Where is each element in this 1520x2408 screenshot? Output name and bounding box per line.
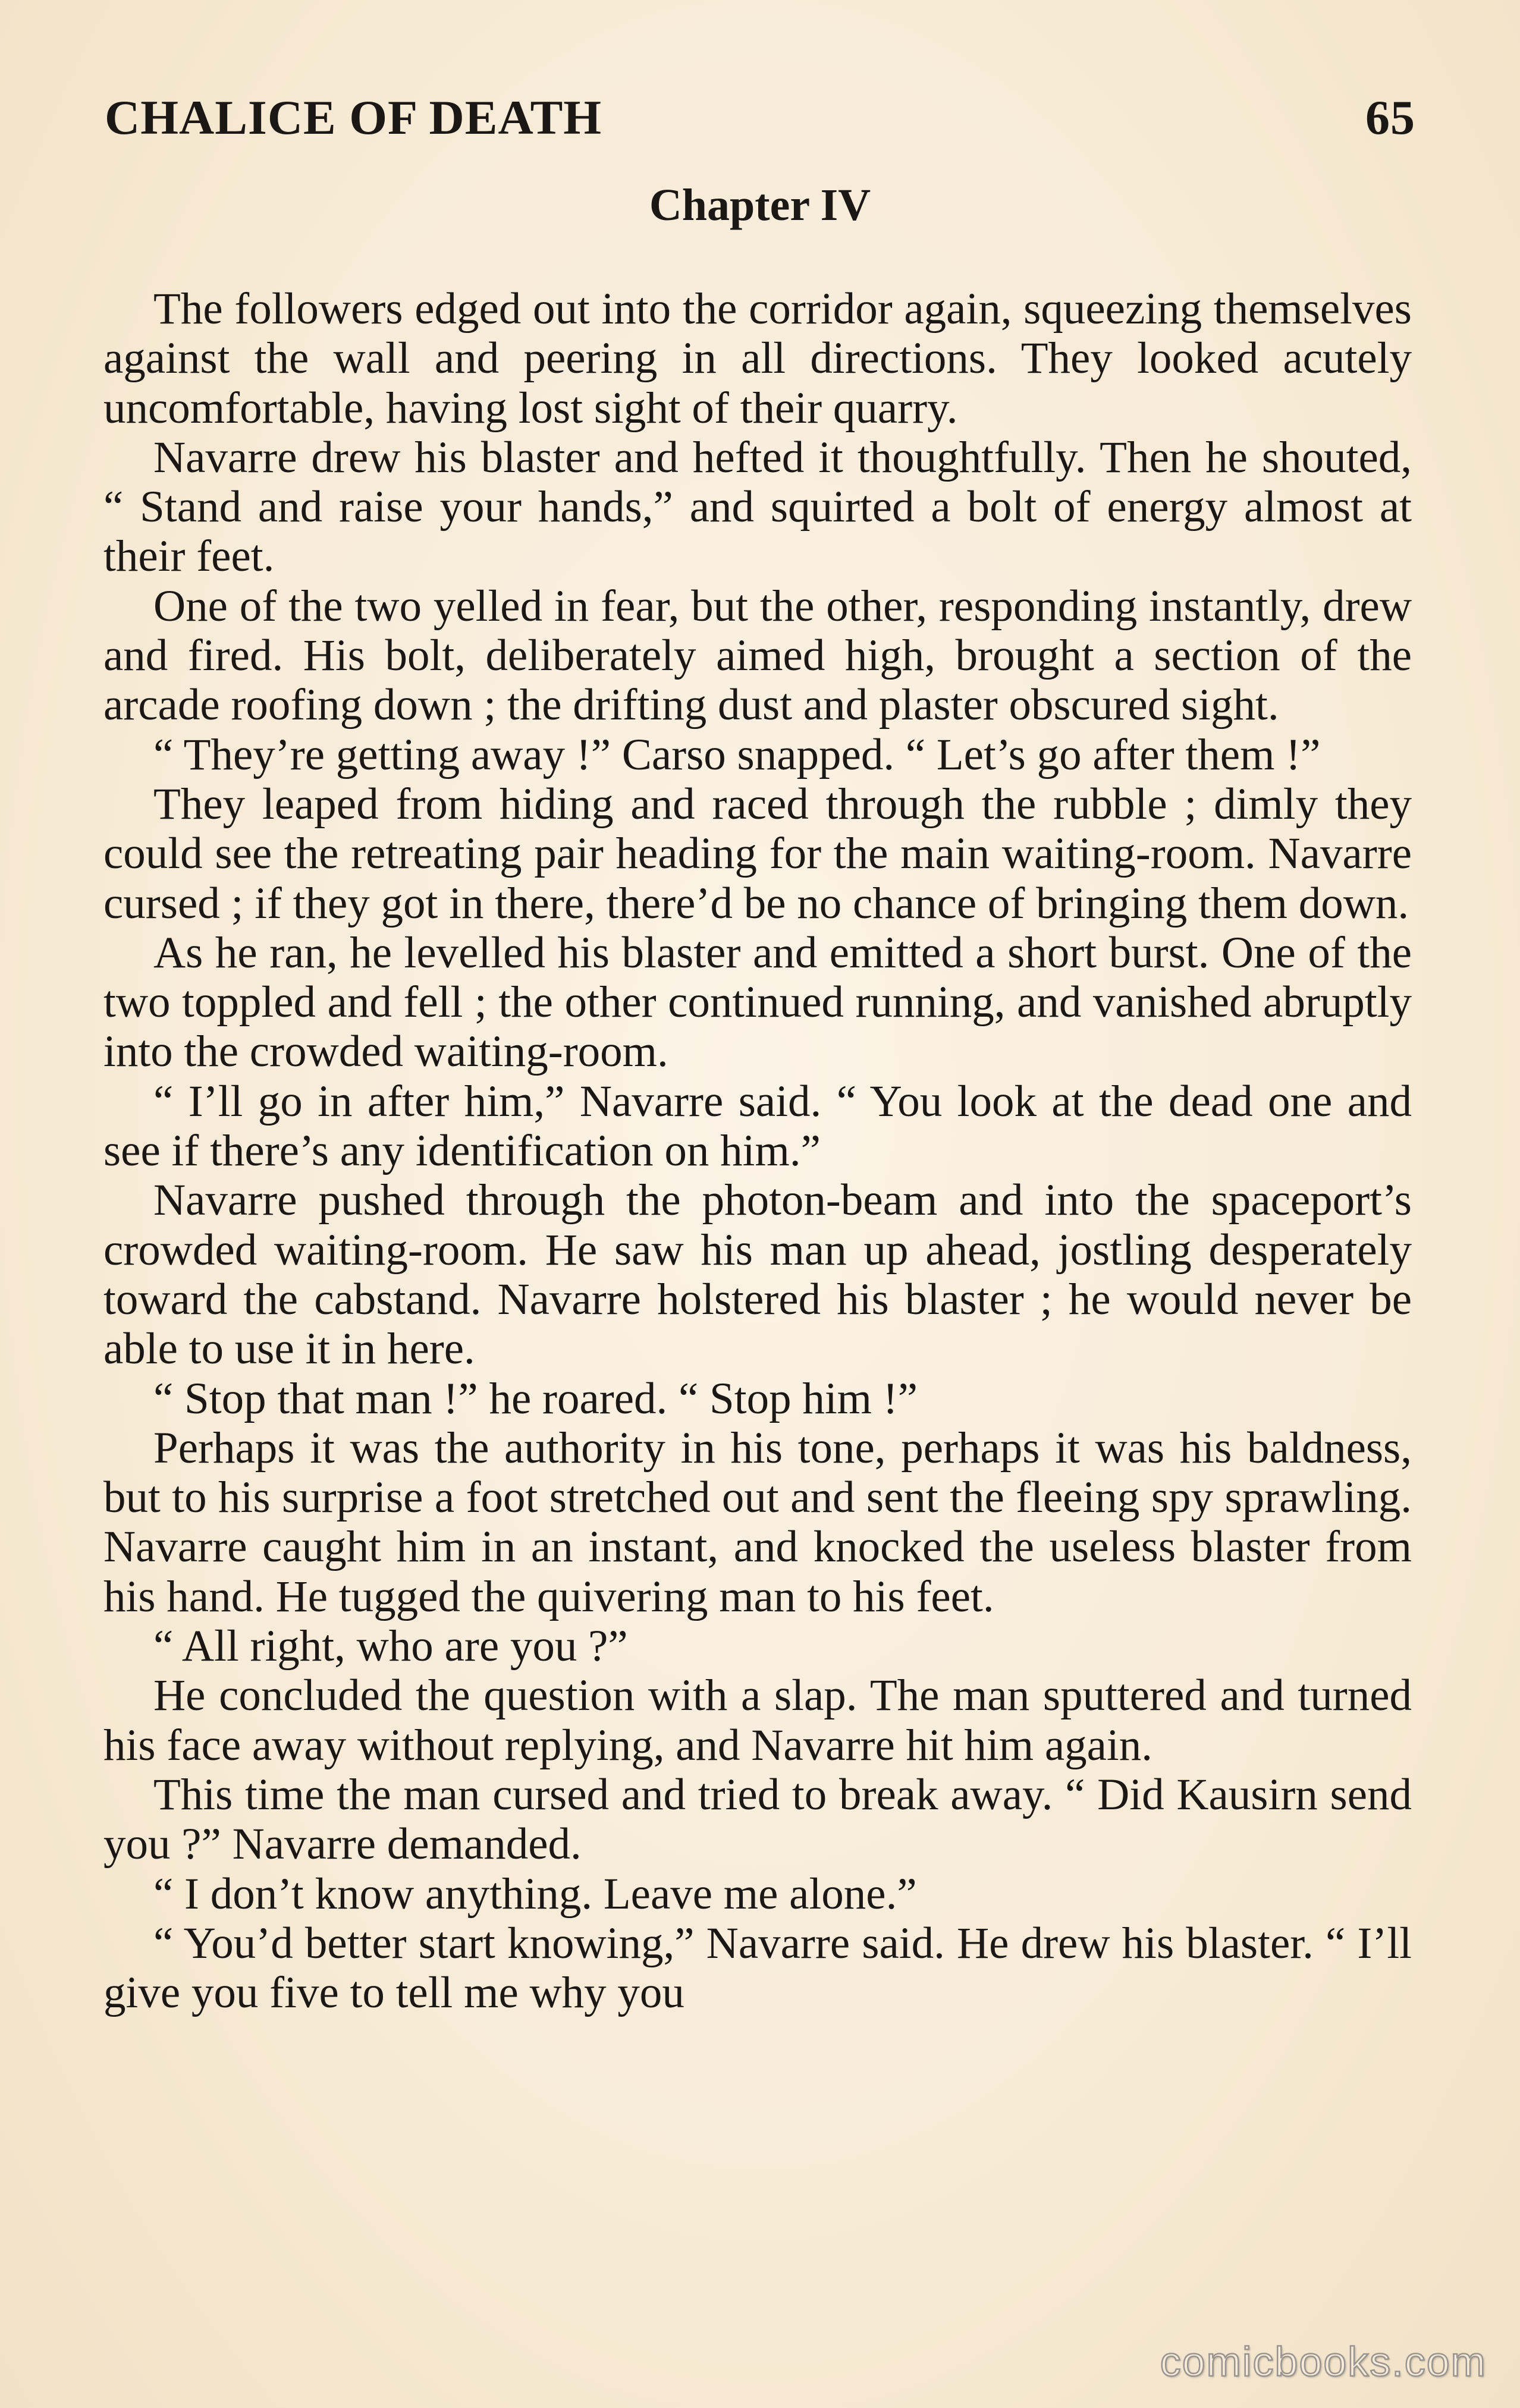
paragraph: One of the two yelled in fear, but the other, responding instantly, drew and fired. His bolt, deliberately aimed high, brought a section of the arcade roofing down ; the drifting dust and plaster obscured sight. [103,581,1412,730]
watermark: comicbooks.com [1160,2338,1487,2385]
paragraph: Navarre drew his blaster and hefted it thoughtfully. Then he shouted, “ Stand and raise your hands,” and squirted a bolt of energy almost at their feet. [103,432,1412,581]
paragraph: “ I don’t know anything. Leave me alone.” [153,1869,917,1919]
paragraph: “ Stop that man !” he roared. “ Stop him !” [153,1373,918,1423]
chapter-heading: Chapter IV [649,180,871,230]
paragraph: “ All right, who are you ?” [153,1621,628,1671]
paragraph: “ They’re getting away !” Carso snapped. “ Let’s go after them !” [153,730,1321,779]
paragraph: “ I’ll go in after him,” Navarre said. “ You look at the dead one and see if there’s any identification on him.” [103,1076,1412,1176]
paragraph: He concluded the question with a slap. The man sputtered and turned his face away without replying, and Navarre hit him again. [103,1671,1412,1770]
paragraph: The followers edged out into the corridor again, squeezing themselves against the wall and peering in all directions. They looked acutely uncomfortable, having lost sight of their quarry. [103,284,1412,433]
body-text [103,284,1412,2017]
running-header [105,82,1415,153]
paragraph: Navarre pushed through the photon-beam and into the spaceport’s crowded waiting-room. He saw his man up ahead, jostling desperately toward the cabstand. Navarre holstered his blaster ; he would never be able to use it in here. [103,1175,1412,1374]
running-title: CHALICE OF DEATH [105,90,602,144]
paragraph: As he ran, he levelled his blaster and emitted a short burst. One of the two toppled and fell ; the other continued running, and vanished abruptly into the crowded waiting-room. [103,928,1412,1077]
paragraph: This time the man cursed and tried to break away. “ Did Kausirn send you ?” Navarre demanded. [103,1769,1412,1869]
paragraph: They leaped from hiding and raced through the rubble ; dimly they could see the retreating pair heading for the main waiting-room. Navarre cursed ; if they got in there, there’d be no chance of bringing them down. [103,779,1412,928]
paragraph: Perhaps it was the authority in his tone, perhaps it was his baldness, but to his surprise a foot stretched out and sent the fleeing spy sprawling. Navarre caught him in an instant, and knocked the useless blaster from his hand. He tugged the quivering man to his feet. [103,1423,1412,1621]
page-number: 65 [1365,90,1415,144]
paragraph: “ You’d better start knowing,” Navarre said. He drew his blaster. “ I’ll give you five to tell me why you [103,1918,1412,2018]
